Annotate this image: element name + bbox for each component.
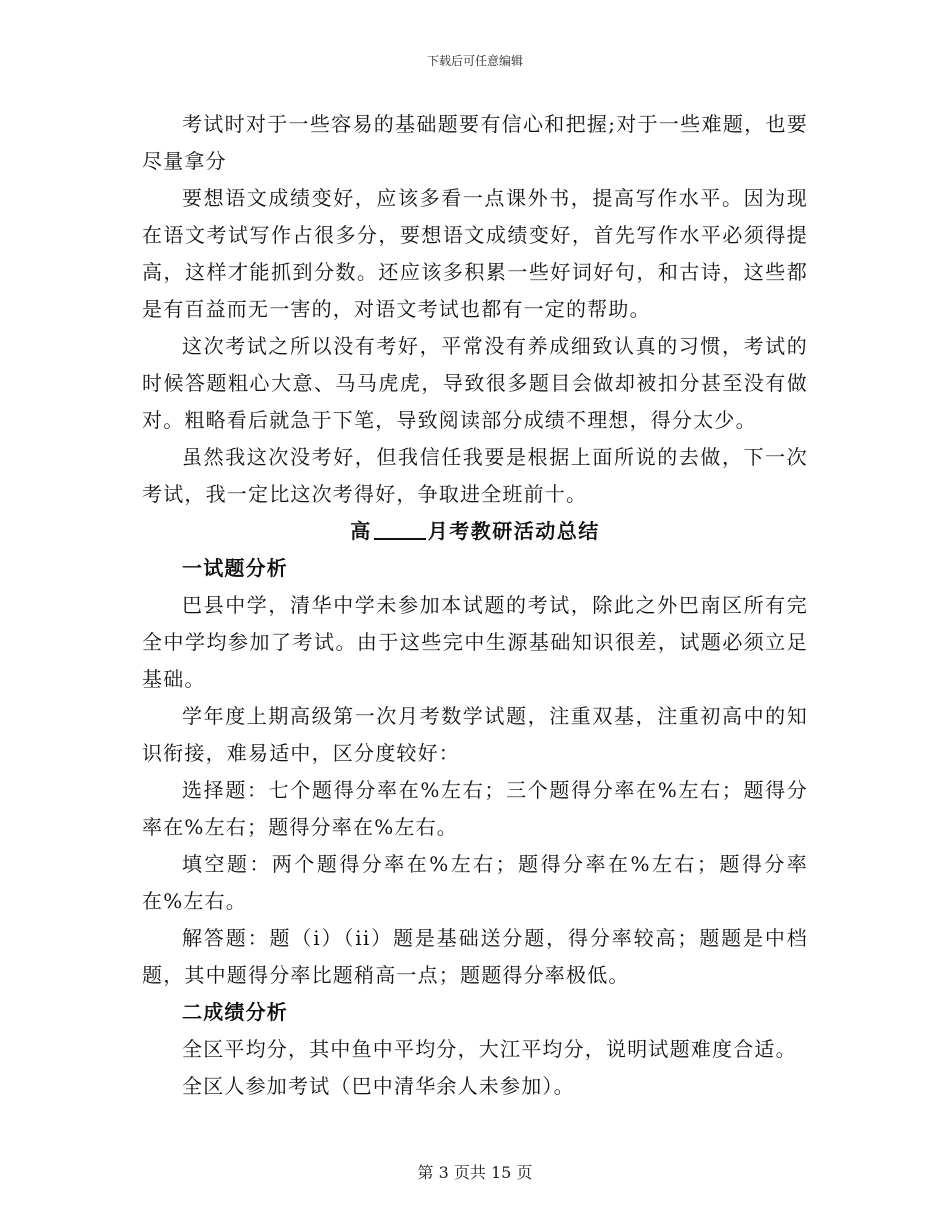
- paragraph: 全区人参加考试（巴中清华余人未参加）。: [182, 1074, 575, 1098]
- paragraph: 虽然我这次没考好，但我信任我要是根据上面所说的去做，下一次考试，我一定比这次考得好，争取进全班前十。: [142, 445, 808, 506]
- page-header: 下载后可任意编辑: [426, 54, 523, 68]
- paragraph: 考试时对于一些容易的基础题要有信心和把握;对于一些难题，也要尽量拿分: [142, 112, 808, 173]
- title-blank-underline: [374, 518, 426, 540]
- paragraph: 学年度上期高级第一次月考数学试题，注重双基，注重初高中的知识衔接，难易适中，区分度较好：: [142, 704, 808, 765]
- paragraph: 选择题：七个题得分率在%左右；三个题得分率在%左右；题得分率在%左右；题得分率在%左右。: [142, 778, 808, 839]
- paragraph: 要想语文成绩变好，应该多看一点课外书，提高写作水平。因为现在语文考试写作占很多分，要想语文成绩变好，首先写作水平必须得提高，这样才能抓到分数。还应该多积累一些好词好句，和古诗，这些都是有百益而无一害的，对语文考试也都有一定的帮助。: [142, 186, 808, 321]
- paragraph: 解答题：题（i）（ii）题是基础送分题，得分率较高；题题是中档题，其中题得分率比题稍高一点；题题得分率极低。: [142, 926, 808, 987]
- title-suffix: 月考教研活动总结: [427, 519, 600, 543]
- title-prefix: 高: [350, 519, 372, 543]
- document-title: [142, 513, 808, 550]
- section-heading: 一试题分析: [182, 556, 288, 580]
- paragraph: 巴县中学，清华中学未参加本试题的考试，除此之外巴南区所有完全中学均参加了考试。由于这些完中生源基础知识很差，试题必须立足基础。: [142, 593, 808, 691]
- document-body: [142, 106, 808, 1105]
- paragraph: 填空题：两个题得分率在%左右；题得分率在%左右；题得分率在%左右。: [142, 852, 808, 913]
- page-footer: 第 3 页共 15 页: [417, 1163, 533, 1182]
- paragraph: 全区平均分，其中鱼中平均分，大江平均分，说明试题难度合适。: [182, 1037, 797, 1061]
- section-heading: 二成绩分析: [182, 1000, 288, 1024]
- paragraph: 这次考试之所以没有考好，平常没有养成细致认真的习惯，考试的时候答题粗心大意、马马虎虎，导致很多题目会做却被扣分甚至没有做对。粗略看后就急于下笔，导致阅读部分成绩不理想，得分太少。: [142, 334, 808, 432]
